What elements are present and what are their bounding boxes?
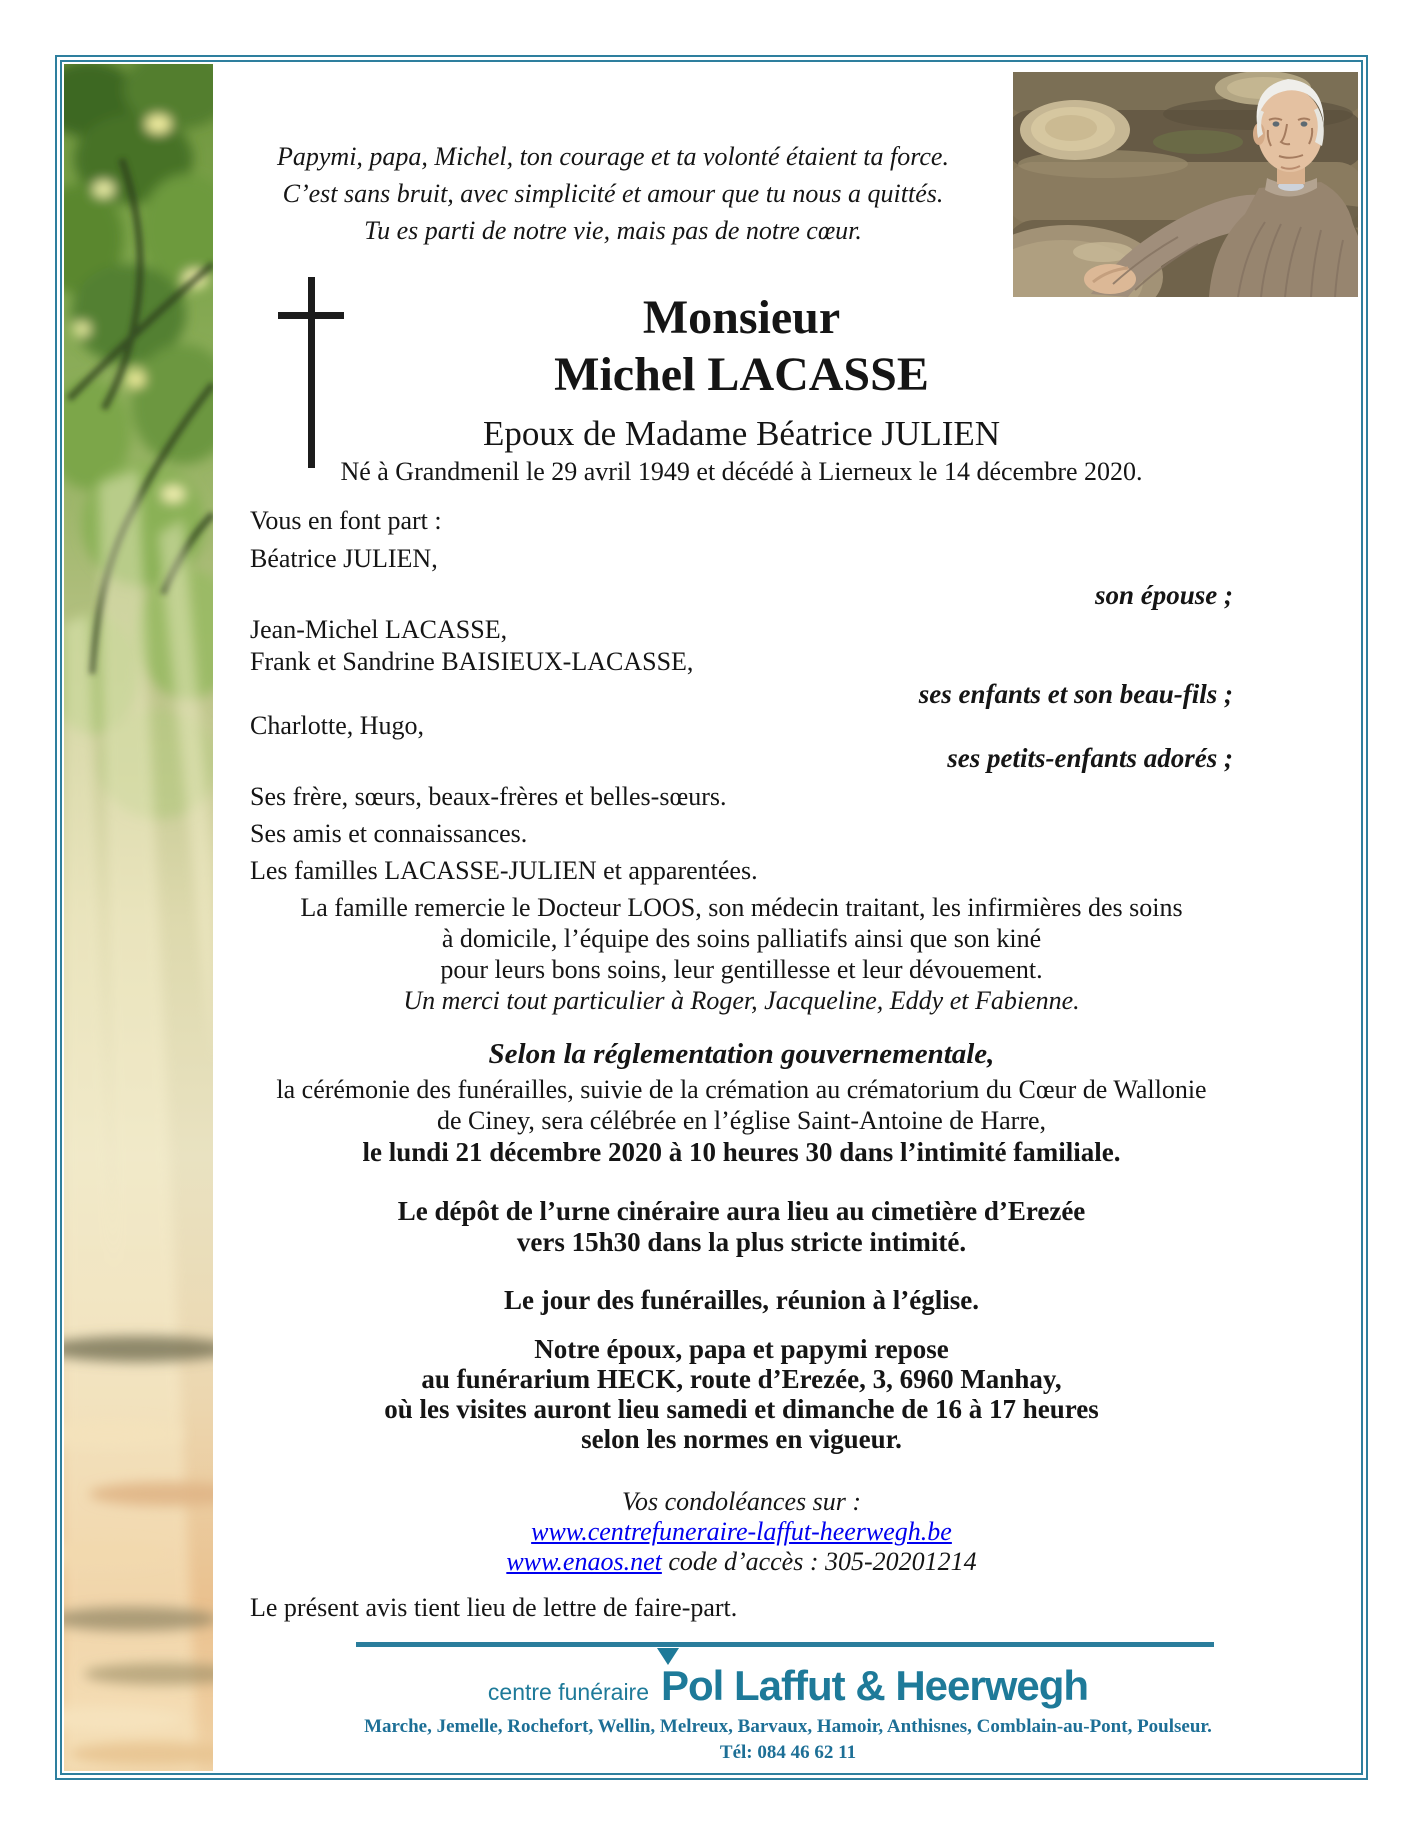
condolence-link-funeraire[interactable]: www.centrefuneraire-laffut-heerwegh.be: [531, 1517, 952, 1546]
condolences-section: [250, 1487, 1233, 1577]
life-dates: Né à Grandmenil le 29 avril 1949 et décédé à Lierneux le 14 décembre 2020.: [340, 457, 1143, 486]
ceremony-line: la cérémonie des funérailles, suivie de la crémation au crématorium du Cœur de Wallonie: [276, 1075, 1207, 1104]
family-name-line: Frank et Sandrine BAISIEUX-LACASSE,: [250, 647, 694, 676]
repose-line: au funérarium HECK, route d’Erezée, 3, 6960 Manhay,: [421, 1364, 1062, 1394]
announcement-intro: Vous en font part :: [250, 506, 442, 535]
brand-large-label: [661, 1662, 1088, 1710]
ceremony-date-line: le lundi 21 décembre 2020 à 10 heures 30 dans l’intimité familiale.: [362, 1137, 1121, 1167]
footer-phone: Tél: 084 46 62 11: [719, 1742, 857, 1763]
repose-line: où les visites auront lieu samedi et dimanche de 16 à 17 heures: [384, 1394, 1099, 1424]
family-name-line: Charlotte, Hugo,: [250, 711, 425, 740]
epitaph-line: Papymi, papa, Michel, ton courage et ta volonté étaient ta force.: [277, 142, 949, 171]
forest-path-image: [64, 64, 213, 1771]
obituary-content: [213, 0, 1363, 1833]
thanks-line: pour leurs bons soins, leur gentillesse et leur dévouement.: [440, 955, 1043, 984]
footer-divider: [356, 1642, 1214, 1647]
repose-section: [250, 1334, 1233, 1454]
ceremony-section: [250, 1034, 1233, 1168]
ceremony-line: de Ciney, sera célébrée en l’église Saint-Antoine de Harre,: [436, 1106, 1047, 1135]
urn-line: Le dépôt de l’urne cinéraire aura lieu au cimetière d’Erezée: [397, 1196, 1086, 1226]
brand-small-label: centre funéraire: [487, 1679, 650, 1705]
epitaph-line: Tu es parti de notre vie, mais pas de notre cœur.: [364, 216, 862, 245]
condolences-label: Vos condoléances sur :: [621, 1487, 861, 1516]
thanks-line: La famille remercie le Docteur LOOS, son médecin traitant, les infirmières des soins: [300, 893, 1183, 922]
title-prefix: Monsieur: [642, 291, 841, 344]
funeral-home-footer: [213, 1662, 1363, 1766]
family-others: [250, 778, 1233, 889]
family-name-line: Béatrice JULIEN,: [250, 544, 438, 573]
family-other-line: Ses frère, sœurs, beaux-frères et belles-sœurs.: [250, 782, 727, 811]
access-code: code d’accès : 305-20201214: [661, 1547, 977, 1576]
brand-name-text: Pol Laffut & Heerwegh: [661, 1662, 1089, 1709]
regulation-heading: Selon la réglementation gouvernementale,: [488, 1038, 995, 1070]
epitaph: [213, 138, 1013, 249]
family-other-line: Les familles LACASSE-JULIEN et apparentées.: [250, 856, 758, 885]
notice-line: Le présent avis tient lieu de lettre de faire-part.: [250, 1593, 738, 1622]
family-name-line: Jean-Michel LACASSE,: [250, 615, 508, 644]
spouse-line: Epoux de Madame Béatrice JULIEN: [482, 414, 1001, 453]
thanks-line: à domicile, l’équipe des soins palliatifs ainsi que son kiné: [441, 924, 1042, 953]
thanks-paragraph: [250, 892, 1233, 1016]
relation-label: ses enfants et son beau-fils ;: [918, 679, 1233, 709]
thanks-special-line: Un merci tout particulier à Roger, Jacqueline, Eddy et Fabienne.: [403, 986, 1080, 1015]
family-other-line: Ses amis et connaissances.: [250, 819, 528, 848]
footer-cities: Marche, Jemelle, Rochefort, Wellin, Melreux, Barvaux, Hamoir, Anthisnes, Comblain-au-Pont, Poulseur.: [364, 1716, 1212, 1737]
reunion-line: Le jour des funérailles, réunion à l’église.: [504, 1285, 979, 1315]
deceased-name: Michel LACASSE: [554, 348, 929, 401]
repose-line: selon les normes en vigueur.: [581, 1424, 902, 1454]
repose-line: Notre époux, papa et papymi repose: [534, 1334, 949, 1364]
relation-label: son épouse ;: [1094, 580, 1233, 610]
logo-triangle-icon: [657, 1648, 679, 1665]
family-announcement: [250, 505, 1233, 889]
condolence-link-enaos[interactable]: www.enaos.net: [506, 1547, 662, 1576]
relation-label: ses petits-enfants adorés ;: [947, 743, 1233, 773]
epitaph-line: C’est sans bruit, avec simplicité et amour que tu nous a quittés.: [282, 179, 944, 208]
urn-line: vers 15h30 dans la plus stricte intimité.: [516, 1227, 967, 1257]
funeral-home-logo: [213, 1662, 1363, 1708]
urn-section: [250, 1196, 1233, 1258]
